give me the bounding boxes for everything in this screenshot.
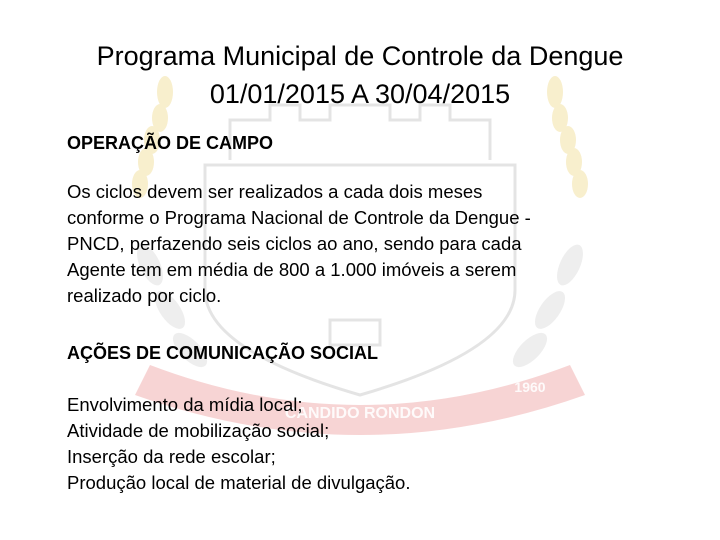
section-body-operacao-de-campo [67, 179, 667, 309]
list-item: Atividade de mobilização social; [67, 420, 330, 441]
section-heading-operacao-de-campo: OPERAÇÃO DE CAMPO [67, 133, 274, 153]
paragraph-line: Os ciclos devem ser realizados a cada dois meses [67, 181, 483, 202]
paragraph-line: realizado por ciclo. [67, 285, 222, 306]
ribbon-text: CANDIDO RONDON [284, 405, 436, 422]
paragraph-line: conforme o Programa Nacional de Controle da Dengue - [67, 207, 531, 228]
paragraph-line: PNCD, perfazendo seis ciclos ao ano, sendo para cada [67, 233, 522, 254]
list-item: Produção local de material de divulgação. [67, 472, 411, 493]
slide-date-range: 01/01/2015 A 30/04/2015 [209, 79, 511, 109]
section-heading-acoes-de-comunicacao-social: AÇÕES DE COMUNICAÇÃO SOCIAL [67, 343, 379, 363]
list-item: Inserção da rede escolar; [67, 446, 276, 467]
ribbon-year: 1960 [514, 379, 546, 395]
slide-title: Programa Municipal de Controle da Dengue [96, 41, 624, 71]
section-list-acoes-de-comunicacao-social [67, 392, 667, 496]
list-item: Envolvimento da mídia local; [67, 394, 303, 415]
paragraph-line: Agente tem em média de 800 a 1.000 imóveis a serem [67, 259, 517, 280]
